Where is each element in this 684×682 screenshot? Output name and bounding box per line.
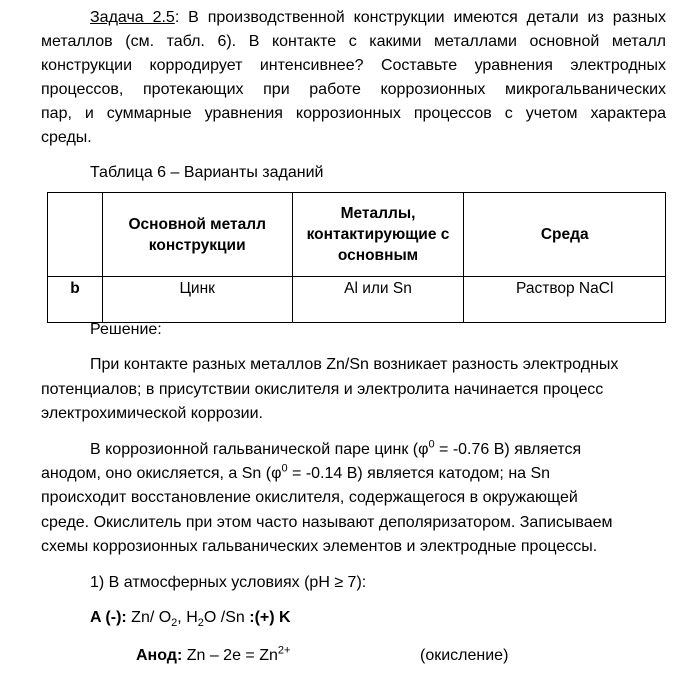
cell-variant: b [48,277,103,323]
p2-l1-sup: 0 [428,438,435,451]
anode-equation [136,646,290,666]
task-line-3: конструкции корродирует интенсивнее? Составьте уравнения электродных [41,57,666,74]
anode-eq: Zn – 2e = Zn [182,647,278,664]
anode-note: (окисление) [420,647,509,664]
header-cell-main-metal [102,193,292,277]
p2-l2a: анодом, оно окисляется, а Sn (φ [41,465,282,482]
scheme-o-rest: O /Sn [203,609,250,626]
cell-contact-metals: Al или Sn [292,277,464,323]
anode-sup: 2+ [277,644,291,657]
p1-line-1: При контакте разных металлов Zn/Sn возникает разность электродных [90,356,619,373]
solution-heading: Решение: [90,321,162,338]
p2-l1b: = -0.76 В) является [434,441,582,458]
p2-line-1 [90,440,581,460]
p1-line-2: потенциалов; в присутствии окислителя и электролита начинается процесс [41,381,604,398]
p2-line-3: происходит восстановление окислителя, содержащегося в окружающей [41,489,578,506]
anode-label: Анод: [136,647,183,664]
header-medium-line1: Среда [540,226,589,243]
variants-table [47,192,666,323]
header-cell-medium [464,193,666,277]
header-contact-line1: Металлы, [340,205,416,222]
table-caption: Таблица 6 – Варианты заданий [90,164,324,181]
header-main-metal-line2: конструкции [148,236,246,254]
task-label: Задача 2.5 [90,9,175,26]
header-contact-line3: основным [337,247,419,264]
task-line-1-text: : В производственной конструкции имеются детали из разных [174,9,666,26]
p1-line-3: электрохимической коррозии. [41,405,263,422]
case-1: 1) В атмосферных условиях (pH ≥ 7): [90,574,367,591]
p2-line-4: среде. Окислитель при этом часто называют деполяризатором. Записываем [41,514,613,531]
task-line-2: металлов (см. табл. 6). В контакте с какими металлами основной металл [41,33,666,50]
scheme-cathode-part: :(+) K [249,609,291,626]
scheme-zn: Zn/ O [126,609,172,626]
cell-medium: Раствор NaCl [464,277,666,323]
p2-l1a: В коррозионной гальванической паре цинк (φ [90,441,429,458]
header-main-metal-line1: Основной металл [128,215,266,233]
task-line-5: пар, и суммарные уравнения коррозионных процессов с учетом характера [41,105,666,122]
cell-scheme [90,608,291,628]
p2-line-2 [41,464,550,484]
p2-l2-sup: 0 [281,462,288,475]
table-row [48,277,666,323]
task-line-1 [90,8,666,28]
cell-main-metal: Цинк [102,277,292,323]
header-cell-contact-metals [292,193,464,277]
scheme-o-sub: 2 [171,617,178,630]
header-cell-empty [48,193,103,277]
scheme-sep: , H [177,609,198,626]
p2-line-5: схемы коррозионных гальванических элементов и электродные процессы. [41,538,598,555]
task-line-6: среды. [41,129,92,146]
p2-l2b: = -0.14 В) является катодом; на Sn [287,465,551,482]
header-contact-line2: контактирующие с [306,226,450,243]
task-line-4: процессов, протекающих при работе коррозионных микрогальванических [41,81,666,98]
scheme-anode-part: A (-): [90,609,127,626]
table-header-row [48,193,666,277]
scheme-h-sub: 2 [197,617,204,630]
